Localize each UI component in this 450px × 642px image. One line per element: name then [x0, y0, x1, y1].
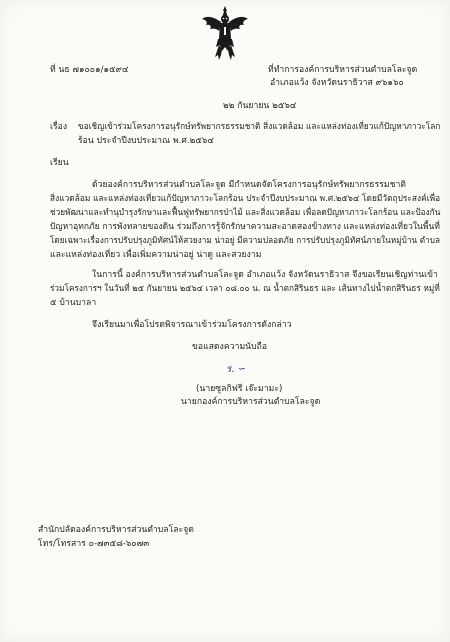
issuing-office: สำนักปลัดองค์การบริหารส่วนตำบลโละจูด: [38, 525, 194, 535]
subject-label: เรื่อง: [50, 122, 68, 132]
paragraph-1-line-5: โดยเฉพาะเรื่องการปรับปรุงภูมิทัศน์ให้สวยงาม น่าอยู่ มีความปลอดภัย การปรับปรุงภูมิทัศน์ภายในหมู่บ้าน ตำบล: [50, 236, 441, 246]
paragraph-1-line-4: ปัญหาอุทกภัย การพังทลายของดิน ร่วมถึงการรู้จักรักษาความสะอาดสองข้างทาง และแหล่งท่องเที่ยวในพื้นที่: [50, 222, 440, 232]
closing-request: จึงเรียนมาเพื่อโปรดพิจารณาเข้าร่วมโครงการดังกล่าว: [92, 320, 292, 330]
paragraph-1-line-2: สิ่งแวดล้อม และแหล่งท่องเที่ยวแก้ปัญหาภาวะโลกร้อน ประจำปีงบประมาณ พ.ศ.๒๕๖๔ โดยมีวัตถุประสงค์เพื่อ: [50, 194, 441, 204]
garuda-emblem-icon: [200, 5, 250, 63]
subject-line-2: ร้อน ประจำปีงบประมาณ พ.ศ.๒๕๖๔: [78, 136, 214, 146]
paragraph-1-line-1: ด้วยองค์การบริหารส่วนตำบลโละจูด มีกำหนดจัดโครงการอนุรักษ์ทรัพยากรธรรมชาติ: [92, 180, 407, 190]
paragraph-2-line-3: ๕ บ้านบาลา: [50, 298, 97, 308]
contact-phone: โทร/โทรสาร ๐-๗๓๕๘-๖๐๗๓: [38, 539, 150, 549]
paragraph-2-line-1: ในการนี้ องค์การบริหารส่วนตำบลโละจูด อำเภอแว้ง จังหวัดนราธิวาส จึงขอเรียนเชิญท่านเข้า: [92, 270, 438, 280]
subject-line-1: ขอเชิญเข้าร่วมโครงการอนุรักษ์ทรัพยากรธรรมชาติ สิ่งแวดล้อม และแหล่งท่องเที่ยวแก้ปัญหาภาวะโลก: [78, 122, 441, 132]
document-number: ที่ นธ ๗๑๐๐๑/๑๕๙๔: [50, 65, 129, 75]
organization-name: ที่ทำการองค์การบริหารส่วนตำบลโละจูด: [268, 65, 418, 75]
signer-title: นายกองค์การบริหารส่วนตำบลโละจูด: [181, 397, 321, 407]
paragraph-1-line-6: และแหล่งท่องเที่ยว เพื่อเพิ่มความน่าอยู่ น่าดู และสวยงาม: [50, 250, 262, 260]
organization-address: อำเภอแว้ง จังหวัดนราธิวาส ๙๖๑๖๐: [270, 78, 404, 88]
signature: ร. ∽: [226, 364, 247, 375]
salutation: เรียน: [50, 158, 69, 168]
paragraph-1-line-3: ช่วยพัฒนาและทำนุบำรุงรักษาและฟื้นฟูทรัพยากรป่าไม้ และสิ่งแวดล้อม เพื่อลดปัญหาภาวะโลกร้อน และป้องกัน: [50, 208, 441, 218]
paragraph-2-line-2: ร่วมโครงการฯ ในวันที่ ๒๕ กันยายน ๒๕๖๔ เวลา ๐๘.๐๐ น. ณ น้ำตกสิรินธร และ เส้นทางไปน้ำตกสิรินธร หมู่ที่: [50, 284, 440, 294]
letter-date: ๒๒ กันยายน ๒๕๖๔: [223, 101, 297, 111]
signer-name: (นายซูลกิฟรี เจ๊ะมามะ): [196, 384, 283, 394]
closing-phrase: ขอแสดงความนับถือ: [192, 342, 268, 352]
